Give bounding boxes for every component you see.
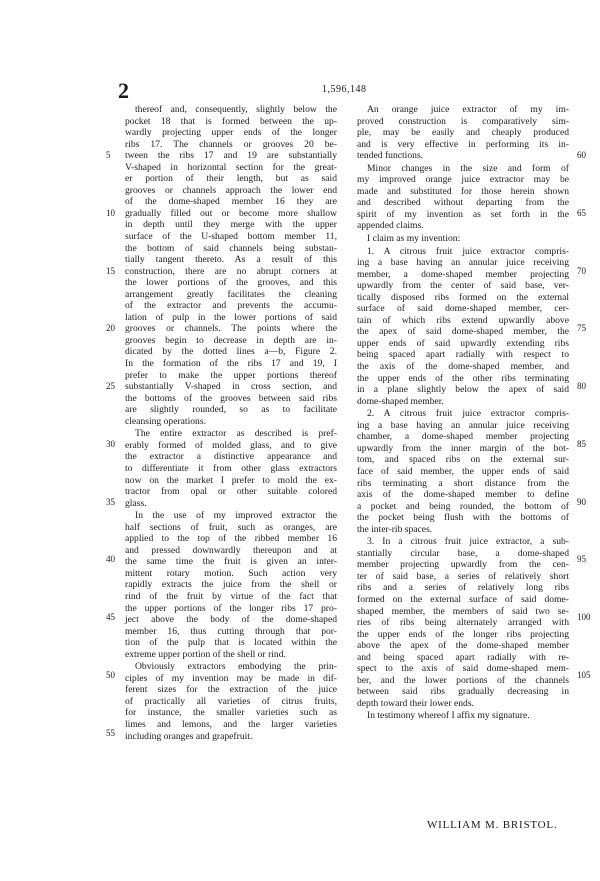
line-number: 10	[106, 207, 115, 218]
paragraph	[357, 710, 569, 722]
text-line: ing a base having an annular juice receiving	[357, 257, 569, 269]
text-line: the upper ends of the longer ribs projecting	[357, 628, 569, 640]
text-line: dome-shaped member.	[357, 395, 444, 407]
text-line: the inter-rib spaces.	[357, 523, 433, 535]
text-line: are slightly rounded, so as to facilitate	[125, 404, 337, 416]
line-number: 50	[106, 669, 115, 680]
paragraph	[125, 104, 337, 427]
text-line: the upper ends of the other ribs terminating	[357, 372, 569, 384]
text-line: the bottom of said channels being substan-	[125, 242, 337, 254]
text-line: spirit of my invention as set forth in the	[357, 208, 569, 220]
text-line: erably formed of molded glass, and to give	[125, 439, 337, 451]
text-line: a pocket and being rounded, the bottom of	[357, 500, 569, 512]
text-line: ciples of my invention may be made in dif-	[125, 672, 337, 684]
text-line: tractor from opal or other suitable colored	[125, 486, 337, 498]
text-line: the extractor a distinctive appearance and	[125, 451, 337, 463]
text-line: and being spaced apart radially with re-	[357, 651, 569, 663]
paragraph	[125, 510, 337, 660]
text-line: tially tangent thereto. As a result of this	[125, 254, 337, 266]
text-line: between said ribs gradually decreasing in	[357, 686, 569, 698]
line-number: 5	[106, 150, 111, 161]
text-line: tain of which ribs extend upwardly above	[357, 314, 569, 326]
text-line: to differentiate it from other glass extractors	[125, 462, 337, 474]
text-line: including oranges and grapefruit.	[125, 730, 253, 742]
text-line: member 16, thus cutting through that por-	[125, 625, 337, 637]
text-line: my improved orange juice extractor may be	[357, 174, 569, 186]
text-line: and is very effective in performing its in-	[357, 138, 569, 150]
text-line: member, a dome-shaped member projecting	[357, 268, 569, 280]
line-number: 25	[106, 381, 115, 392]
text-line: being spaced apart radially with respect to	[357, 349, 569, 361]
text-line: tom, and spaced ribs on the external sur-	[357, 454, 569, 466]
text-line: upwardly from the inner margin of the bot-	[357, 442, 569, 454]
text-line: lation of pulp in the lower portions of said	[125, 311, 337, 323]
text-line: and described without departing from the	[357, 197, 569, 209]
paragraph	[357, 233, 569, 245]
text-line: of practically all varieties of citrus fruits,	[125, 695, 337, 707]
text-line: the bottoms of the grooves between said ribs	[125, 392, 337, 404]
text-line: the apex of said dome-shaped member, the	[357, 326, 569, 338]
page-number: 2	[118, 78, 130, 103]
left-text-column	[125, 104, 337, 743]
text-line: depth toward their lower ends.	[357, 697, 474, 709]
line-number: 40	[106, 554, 115, 565]
text-line: of the dome-shaped member 16 they are	[125, 196, 337, 208]
line-number: 70	[577, 265, 586, 276]
text-line: the same time the fruit is given an inter-	[125, 556, 337, 568]
text-line: ing a base having an annular juice receiving	[357, 419, 569, 431]
text-line: ter of said base, a series of relatively short	[357, 570, 569, 582]
right-text-column	[357, 104, 569, 723]
line-number: 90	[577, 496, 586, 507]
text-line: grooves begin to decrease in depth are in-	[125, 334, 337, 346]
text-line: tween the ribs 17 and 19 are substantially	[125, 150, 337, 162]
text-line: the lower portions of the grooves, and this	[125, 277, 337, 289]
line-number: 45	[106, 612, 115, 623]
text-line: ries of ribs being alternately arranged with	[357, 617, 569, 629]
text-line: surface of said dome-shaped member, cer-	[357, 303, 569, 315]
text-line: upwardly from the center of said base, ver-	[357, 280, 569, 292]
text-line: tically disposed ribs formed on the external	[357, 291, 569, 303]
paragraph	[125, 661, 337, 742]
paragraph	[357, 104, 569, 162]
text-line: construction, there are no abrupt corners at	[125, 265, 337, 277]
text-line: face of said member, the upper ends of said	[357, 465, 569, 477]
text-line: I claim as my invention:	[367, 233, 461, 245]
text-line: of the extractor and prevents the accumu-	[125, 300, 337, 312]
text-line: wardly projecting upper ends of the longer	[125, 127, 337, 139]
text-line: Obviously extractors embodying the prin-	[135, 661, 337, 673]
text-line: appended claims.	[357, 220, 424, 232]
line-number: 105	[577, 669, 591, 680]
line-number: 100	[577, 612, 591, 623]
text-line: cleansing operations.	[125, 415, 206, 427]
text-line: pocket 18 that is formed between the up-	[125, 115, 337, 127]
text-line: chamber, a dome-shaped member projecting	[357, 431, 569, 443]
line-number: 60	[577, 150, 586, 161]
text-line: rapidly extracts the juice from the shell or	[125, 579, 337, 591]
text-line: mittent rotary motion. Such action very	[125, 567, 337, 579]
text-line: applied to the top of the ribbed member 16	[125, 533, 337, 545]
inventor-signature: WILLIAM M. BRISTOL.	[427, 819, 558, 831]
text-line: shaped member, the members of said two se-	[357, 605, 569, 617]
line-number: 35	[106, 496, 115, 507]
text-line: half sections of fruit, such as oranges, are	[125, 521, 337, 533]
line-number: 75	[577, 323, 586, 334]
text-line: gradually filled out or become more shallow	[125, 207, 337, 219]
text-line: axis of the dome-shaped member to define	[357, 489, 569, 501]
line-number: 20	[106, 323, 115, 334]
line-number: 15	[106, 265, 115, 276]
text-line: substantially V-shaped in cross section, and	[125, 381, 337, 393]
text-line: upper ends of said upwardly extending ribs	[357, 337, 569, 349]
text-line: grooves or channels approach the lower end	[125, 184, 337, 196]
text-line: above the apex of the dome-shaped member	[357, 640, 569, 652]
text-line: er portion of their length, but as said	[125, 173, 337, 185]
line-number: 85	[577, 438, 586, 449]
paragraph	[125, 428, 337, 509]
text-line: surface of the U-shaped bottom member 11,	[125, 231, 337, 243]
text-line: ple, may be easily and cheaply produced	[357, 127, 569, 139]
text-line: thereof and, consequently, slightly below the	[135, 104, 337, 115]
line-number: 55	[106, 727, 115, 738]
text-line: 1. A citrous fruit juice extractor compris-	[367, 245, 569, 257]
text-line: the pocket being flush with the bottoms of	[357, 512, 569, 524]
text-line: ribs and a series of relatively long ribs	[357, 582, 569, 594]
line-number: 65	[577, 207, 586, 218]
text-line: made and substituted for those herein shown	[357, 185, 569, 197]
paragraph	[357, 408, 569, 535]
text-line: arrangement greatly facilitates the cleaning	[125, 288, 337, 300]
line-number: 80	[577, 381, 586, 392]
text-line: 3. In a citrous fruit juice extractor, a sub-	[367, 536, 569, 548]
paragraph	[357, 536, 569, 709]
text-line: ribs terminating a short distance from the	[357, 477, 569, 489]
text-line: 2. A citrous fruit juice extractor compris-	[367, 408, 569, 420]
text-line: stantially circular base, a dome-shaped	[357, 547, 569, 559]
text-line: ject above the body of the dome-shaped	[125, 614, 337, 626]
paragraph	[357, 246, 569, 408]
text-line: now on the market I prefer to mold the ex-	[125, 474, 337, 486]
patent-number: 1,596,148	[322, 84, 367, 95]
text-line: for instance, the smaller varieties such as	[125, 707, 337, 719]
text-line: An orange juice extractor of my im-	[367, 104, 569, 115]
text-line: member projecting upwardly from the cen-	[357, 559, 569, 571]
text-line: V-shaped in horizontal section for the great-	[125, 161, 337, 173]
line-number: 30	[106, 438, 115, 449]
text-line: ribs 17. The channels or grooves 20 be-	[125, 138, 337, 150]
text-line: In the formation of the ribs 17 and 19, I	[125, 358, 337, 370]
text-line: grooves or channels. The points where the	[125, 323, 337, 335]
line-number: 95	[577, 554, 586, 565]
text-line: glass.	[125, 497, 147, 509]
text-line: spect to the axis of said dome-shaped mem-	[357, 663, 569, 675]
text-line: ferent sizes for the extraction of the juice	[125, 684, 337, 696]
text-line: in depth until they merge with the upper	[125, 219, 337, 231]
text-line: formed on the external surface of said dome-	[357, 593, 569, 605]
text-line: tended functions.	[357, 150, 424, 162]
text-line: ber, and the lower portions of the channels	[357, 674, 569, 686]
text-line: extreme upper portion of the shell or rind.	[125, 648, 286, 660]
text-line: In the use of my improved extractor the	[135, 510, 337, 522]
text-line: tion of the pulp that is located within the	[125, 637, 337, 649]
text-line: limes and lemons, and the larger varieties	[125, 718, 337, 730]
text-line: prefer to make the upper portions thereof	[125, 369, 337, 381]
text-line: the axis of the dome-shaped member, and	[357, 361, 569, 373]
text-line: proved construction is comparatively sim-	[357, 115, 569, 127]
paragraph	[357, 163, 569, 232]
text-line: dicated by the dotted lines a—b, Figure 2.	[125, 346, 337, 358]
text-line: Minor changes in the size and form of	[367, 162, 569, 174]
text-line: in a plane slightly below the apex of said	[357, 384, 569, 396]
text-line: In testimony whereof I affix my signature.	[367, 710, 530, 722]
text-line: the upper portions of the longer ribs 17 pro-	[125, 602, 337, 614]
text-line: and pressed downwardly thereupon and at	[125, 544, 337, 556]
text-line: rind of the fruit by virtue of the fact that	[125, 590, 337, 602]
text-line: The entire extractor as described is pref-	[135, 428, 337, 440]
